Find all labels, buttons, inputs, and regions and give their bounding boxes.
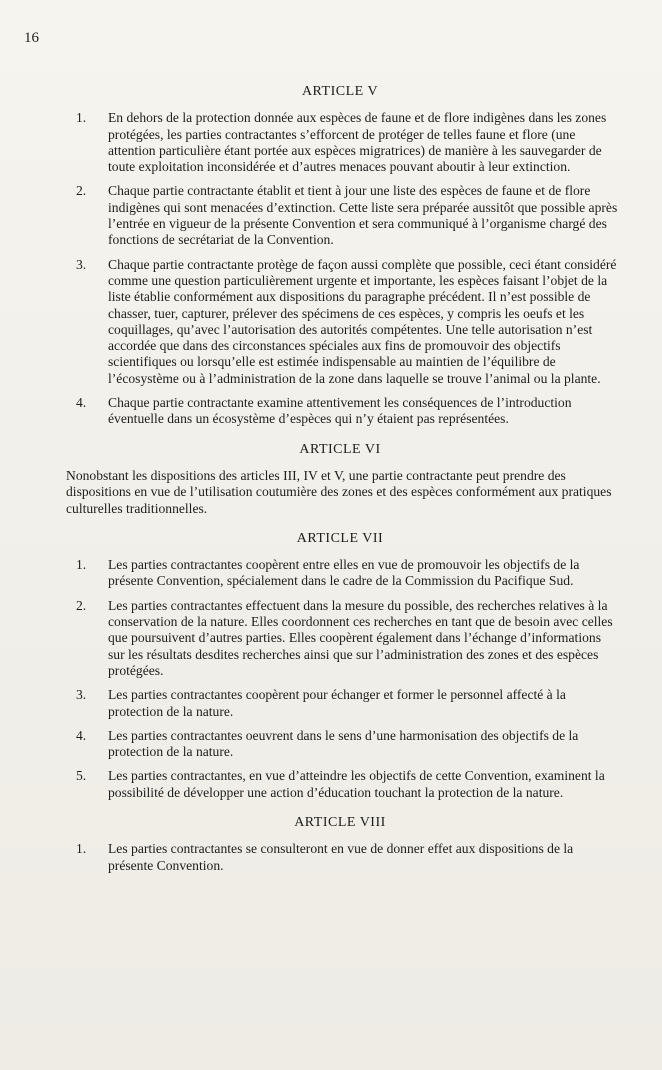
article-title: ARTICLE VI	[299, 441, 381, 457]
article-paragraph: Nonobstant les dispositions des articles III, IV et V, une partie contractante peut prendre des dispositions en vue de l’utilisation coutumière des zones et des espèces conformément aux pratiques culturelles traditionnelles.	[66, 467, 612, 516]
item-text: Chaque partie contractante établit et tient à jour une liste des espèces de faune et de flore indigènes qui sont menacées d’extinction. Cette liste sera préparée aussitôt que possible après l’entrée en vigueur de la présente Convention et sera communiqué à l’organisme chargé des fonctions de secrétariat de la Convention.	[108, 183, 618, 248]
item-text: Les parties contractantes oeuvrent dans le sens d’une harmonisation des objectifs de la protection de la nature.	[108, 727, 579, 760]
list-item	[60, 395, 620, 428]
item-number: 2.	[76, 183, 87, 199]
item-text: Les parties contractantes effectuent dans la mesure du possible, des recherches relatives à la conservation de la nature. Elles coordonnent ces recherches en tant que de besoin avec celles que poursuivent d’autres parties. Elles coopèrent également dans l’échange d’informations sur les résultats desdites recherches ainsi que sur l’administration des zones et des espèces protégées.	[108, 597, 613, 678]
item-number: 4.	[76, 395, 87, 411]
list-item	[60, 728, 620, 761]
page-number: 16	[24, 30, 39, 46]
article-title: ARTICLE V	[301, 84, 379, 99]
article-title: ARTICLE VII	[296, 530, 384, 546]
article-title: ARTICLE VIII	[294, 814, 386, 830]
list-item	[60, 557, 620, 590]
article-items	[60, 841, 620, 874]
item-number: 1.	[76, 557, 87, 573]
item-number: 4.	[76, 727, 87, 743]
article-vii	[60, 531, 620, 801]
item-number: 5.	[76, 768, 87, 784]
item-text: Les parties contractantes se consulteront en vue de donner effet aux dispositions de la présente Convention.	[108, 841, 574, 873]
article-items	[60, 110, 620, 427]
item-number: 1.	[76, 110, 87, 126]
item-number: 3.	[76, 256, 87, 272]
article-v	[60, 84, 620, 428]
item-number: 1.	[76, 841, 87, 857]
list-item	[60, 110, 620, 175]
list-item	[60, 183, 620, 248]
list-item	[60, 598, 620, 679]
article-viii	[60, 815, 620, 874]
article-vi	[60, 442, 620, 517]
item-text: Chaque partie contractante protège de façon aussi complète que possible, ceci étant considéré comme une question particulièrement urgente et importante, les espèces faisant l’objet de la liste établie conformément aux dispositions du paragraphe précédent. Il n’est possible de chasser, tuer, capturer, prélever des spécimens de ces espèces, y compris les oeufs et les coquillages, qu’avec l’autorisation des autorités compétentes. Une telle autorisation n’est accordée que dans des circonstances spéciales aux fins de promouvoir des objectifs scientifiques ou lorsqu’elle est estimée indispensable au maintien de l’équilibre de l’écosystème ou à l’administration de la zone dans laquelle se trouve l’animal ou la plante.	[108, 256, 617, 386]
document-body	[60, 84, 620, 888]
list-item	[60, 687, 620, 720]
list-item	[60, 257, 620, 387]
item-text: Les parties contractantes coopèrent pour échanger et former le personnel affecté à la protection de la nature.	[108, 687, 566, 719]
item-text: Les parties contractantes coopèrent entre elles en vue de promouvoir les objectifs de la présente Convention, spécialement dans le cadre de la Commission du Pacifique Sud.	[108, 557, 580, 589]
item-number: 3.	[76, 687, 87, 703]
list-item	[60, 768, 620, 801]
item-number: 2.	[76, 597, 87, 613]
item-text: Chaque partie contractante examine attentivement les conséquences de l’introduction éventuelle dans un écosystème d’espèces qui n’y étaient pas représentées.	[108, 395, 572, 427]
list-item	[60, 841, 620, 874]
article-items	[60, 557, 620, 801]
item-text: Les parties contractantes, en vue d’atteindre les objectifs de cette Convention, examinent la possibilité de développer une action d’éducation touchant la protection de la nature.	[108, 768, 605, 800]
item-text: En dehors de la protection donnée aux espèces de faune et de flore indigènes dans les zones protégées, les parties contractantes s’efforcent de protéger de telles faune et flore (une attention particulière étant portée aux espèces migratrices) de manière à les sauvegarder de toute exploitation inconsidérée et d’autres menaces pouvant aboutir à leur extinction.	[108, 110, 607, 175]
